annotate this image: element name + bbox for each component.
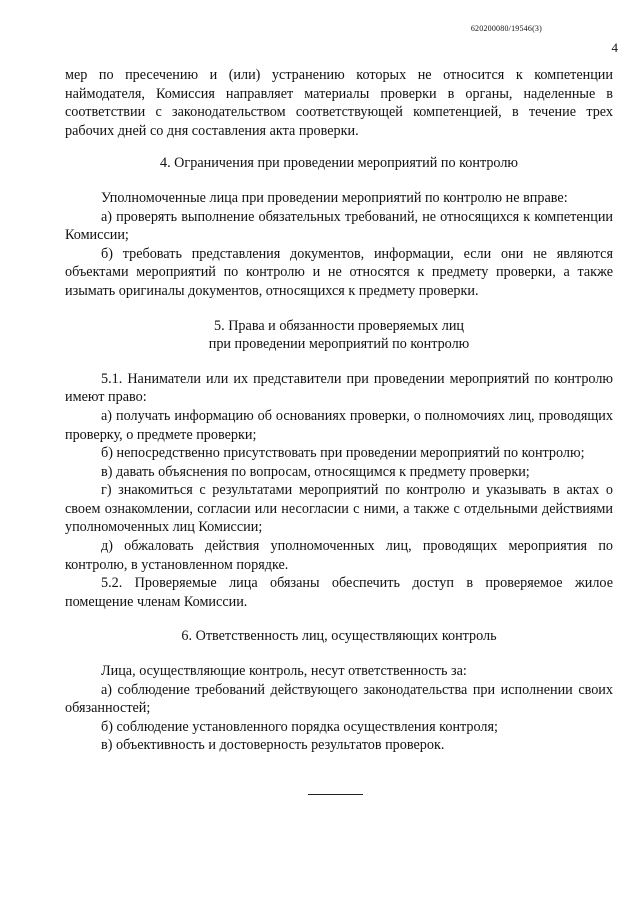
section-5-title [65, 317, 613, 354]
section-5-title-line-2: при проведении мероприятий по контролю [208, 336, 470, 353]
section-4-item-a: а) проверять выполнение обязательных требований, не относящихся к компетенции Комиссии; [65, 208, 613, 244]
section-5-2: 5.2. Проверяемые лица обязаны обеспечить доступ в проверяемое жилое помещение членам Комиссии. [65, 575, 613, 610]
section-6-item-b: б) соблюдение установленного порядка осуществления контроля; [101, 718, 498, 735]
section-6-item-a: а) соблюдение требований действующего законодательства при исполнении своих обязанностей; [65, 681, 613, 717]
section-4-title: 4. Ограничения при проведении мероприятий по контролю [159, 155, 519, 172]
section-5-item-b: б) непосредственно присутствовать при проведении мероприятий по контролю; [101, 445, 585, 462]
section-4-lead: Уполномоченные лица при проведении мероприятий по контролю не вправе: [101, 189, 568, 206]
section-6-item-v: в) объективность и достоверность результатов проверок. [101, 737, 445, 754]
section-6-lead: Лица, осуществляющие контроль, несут ответственность за: [101, 663, 467, 680]
section-5-item-v: в) давать объяснения по вопросам, относящимся к предмету проверки; [101, 463, 530, 480]
section-4-item-b: б) требовать представления документов, информации, если они не являются объектами мероприятий по контролю и не относятся к предмету проверки, а также изымать оригиналы документов, относящихся к предмету проверки. [65, 245, 613, 299]
section-6-title: 6. Ответственность лиц, осуществляющих контроль [181, 628, 497, 645]
document-code: 620200080/19546(3) [470, 24, 542, 33]
section-5-item-d: д) обжаловать действия уполномоченных лиц, проводящих мероприятия по контролю, в установленном порядке. [65, 538, 613, 573]
end-separator-line [308, 794, 363, 795]
section-5-item-a: а) получать информацию об основаниях проверки, о полномочиях лиц, проводящих проверку, о предмете проверки; [65, 407, 613, 443]
section-5-1: 5.1. Наниматели или их представители при проведении мероприятий по контролю имеют право: [65, 370, 613, 406]
intro-paragraph: мер по пресечению и (или) устранению которых не относится к компетенции наймодателя, Комиссия направляет материалы проверки в органы, наделенные в соответствии с законодательством соответствующей компетенцией, в течение трех рабочих дней со дня составления акта проверки. [65, 67, 613, 139]
section-5-item-g: г) знакомиться с результатами мероприятий по контролю и указывать в актах о своем ознакомлении, согласии или несогласии с ними, а также с отдельными действиями уполномоченных лиц Комиссии; [65, 482, 613, 536]
section-5-title-line-1: 5. Права и обязанности проверяемых лиц [214, 317, 464, 334]
page-number: 4 [611, 40, 618, 55]
document-body [65, 66, 613, 755]
